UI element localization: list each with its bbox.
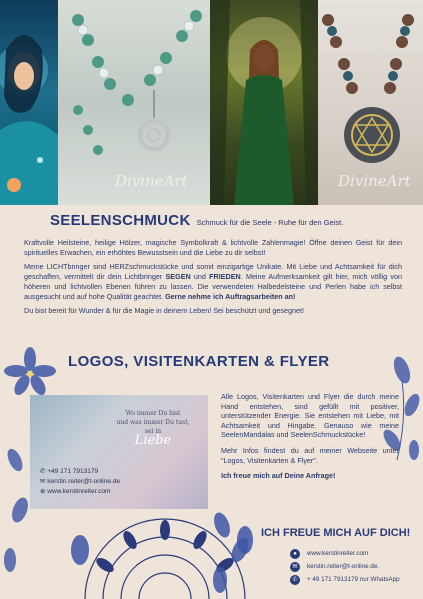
forest-goddess-image	[210, 0, 318, 205]
seelenschmuck-text	[24, 238, 402, 320]
photo-banner	[0, 0, 423, 205]
logos-paragraph-3: Ich freue mich auf Deine Anfrage!	[221, 471, 336, 481]
footer-heading: ICH FREUE MICH AUF DICH!	[261, 527, 411, 539]
contact-email[interactable]: ✉ kerstin.reiter@t-online.de.	[290, 560, 400, 573]
globe-icon: ●	[290, 549, 300, 559]
divineart-signature-1: DivineArt	[115, 172, 188, 190]
logos-paragraph-1: Alle Logos, Visitenkarten und Flyer die durch meine Hand entstehen, sind gefüllt mit positiver, unterstützender Energie. Sie entstehen mit Liebe, mit Achtsamkeit und Hingabe. Genauso wie meine SeelenMandalas und SeelenSchmuckstücke!	[221, 392, 399, 440]
blue-flowers-bottom-icon	[200, 505, 260, 599]
business-card-image	[30, 395, 208, 509]
card-phone: ✆ +49 171 7913179	[40, 468, 99, 475]
logos-text	[221, 392, 399, 487]
logos-paragraph-2: Mehr Infos findest du auf meiner Webseite unter "Logos, Visitenkarten & Flyer".	[221, 445, 399, 465]
mail-icon: ✉	[290, 562, 300, 572]
contact-website[interactable]: ● www.kerstinreiter.com	[290, 547, 400, 560]
goddess-painting-image	[0, 0, 58, 205]
seelenschmuck-title: SEELENSCHMUCK	[50, 212, 191, 229]
contact-list	[290, 547, 400, 586]
card-quote: Wo immer Du bist und was immer Du tust, sei in Liebe	[116, 410, 190, 448]
seelenschmuck-subtitle: Schmuck für die Seele - Ruhe für den Geist.	[196, 218, 344, 227]
paragraph-3: Du bist bereit für Wunder & für die Magie in deinem Leben! Sei beschützt und gesegnet!	[24, 306, 304, 315]
paragraph-2: Meine LICHTbringer sind HERZschmuckstücke und somit einzigartige Unikate. Mit Liebe und Achtsamkeit für dich geschaffen, vermittelt dir dein Lichtbringer SEGEN und FRIEDEN. Meine Aufmerksamkeit gilt hier, mich völlig von höheren und lichtvollen Ebenen führen zu lassen. Die verwendeten Halbedelsteine und Perlen habe ich selbst ausgesucht und auf hohe Qualität geachtet. Gerne nehme ich Auftragsarbeiten an!	[24, 262, 402, 301]
divineart-signature-2: DivineArt	[338, 172, 411, 190]
card-web: ⊕ www.kerstinreiter.com	[40, 488, 111, 495]
logos-title: LOGOS, VISITENKARTEN & FLYER	[68, 353, 330, 370]
contact-phone[interactable]: ✆ + 49 171 7913179 nur WhatsApp	[290, 573, 400, 586]
seelenschmuck-heading	[50, 212, 343, 229]
phone-icon: ✆	[290, 575, 300, 585]
card-contact-info	[40, 467, 120, 497]
card-email: ✉ kerstin.reiter@t-online.de	[40, 478, 120, 485]
paragraph-1: Kraftvolle Heilsteine, heilige Hölzer, magische Symbolkraft & lichtvolle Zahlenmagie! Öffne deinen Geist für dein spirituelles Erwachen, ein erhöhtes Bewusstsein und die Liebe zu dir selbst!	[24, 238, 402, 257]
